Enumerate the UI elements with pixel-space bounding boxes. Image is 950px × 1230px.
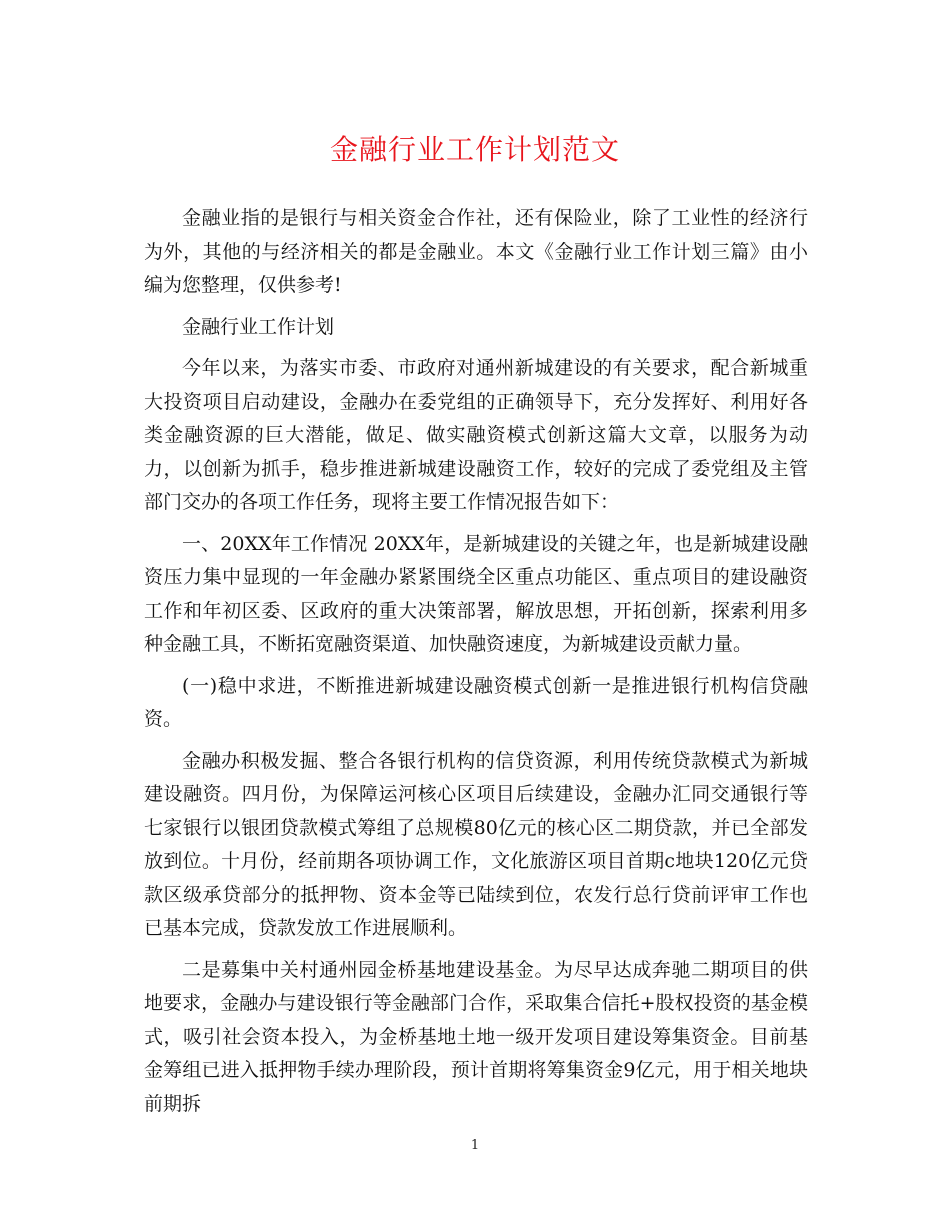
paragraph-subheading: 金融行业工作计划 — [182, 315, 335, 338]
paragraph-bank-credit: 金融办积极发掘、整合各银行机构的信贷资源，利用传统贷款模式为新城建设融资。四月份，为保障运河核心区项目后续建设，金融办汇同交通银行等七家银行以银团贷款模式筹组了总规模80亿元的核心区二期贷款，并已全部发放到位。十月份，经前期各项协调工作，文化旅游区项目首期c地块120亿元贷款区级承贷部分的抵押物、资本金等已陆续到位，农发行总行贷前评审工作也已基本完成，贷款发放工作进展顺利。 — [144, 749, 808, 939]
page-number: 1 — [470, 1138, 480, 1153]
document-title: 金融行业工作计划范文 — [329, 133, 620, 166]
paragraph-subsection-one: (一)稳中求进，不断推进新城建设融资模式创新一是推进银行机构信贷融资。 — [144, 674, 808, 730]
paragraph-section-one: 一、20XX年工作情况 20XX年，是新城建设的关键之年，也是新城建设融资压力集中显现的一年金融办紧紧围绕全区重点功能区、重点项目的建设融资工作和年初区委、区政府的重大决策部署，解放思想，开拓创新，探索利用多种金融工具，不断拓宽融资渠道、加快融资速度，为新城建设贡献力量。 — [144, 532, 808, 655]
document-body — [144, 202, 808, 1129]
paragraph-overview: 今年以来，为落实市委、市政府对通州新城建设的有关要求，配合新城重大投资项目启动建设，金融办在委党组的正确领导下，充分发挥好、利用好各类金融资源的巨大潜能，做足、做实融资模式创新这篇大文章，以服务为动力，以创新为抓手，稳步推进新城建设融资工作，较好的完成了委党组及主管部门交办的各项工作任务，现将主要工作情况报告如下： — [144, 357, 808, 513]
paragraph-intro: 金融业指的是银行与相关资金合作社，还有保险业，除了工业性的经济行为外，其他的与经济相关的都是金融业。本文《金融行业工作计划三篇》由小编为您整理，仅供参考! — [144, 207, 808, 296]
paragraph-fund-raising: 二是募集中关村通州园金桥基地建设基金。为尽早达成奔驰二期项目的供地要求，金融办与建设银行等金融部门合作，采取集合信托+股权投资的基金模式，吸引社会资本投入，为金桥基地土地一级开发项目建设筹集资金。目前基金筹组已进入抵押物手续办理阶段，预计首期将筹集资金9亿元，用于相关地块前期拆 — [144, 958, 808, 1115]
